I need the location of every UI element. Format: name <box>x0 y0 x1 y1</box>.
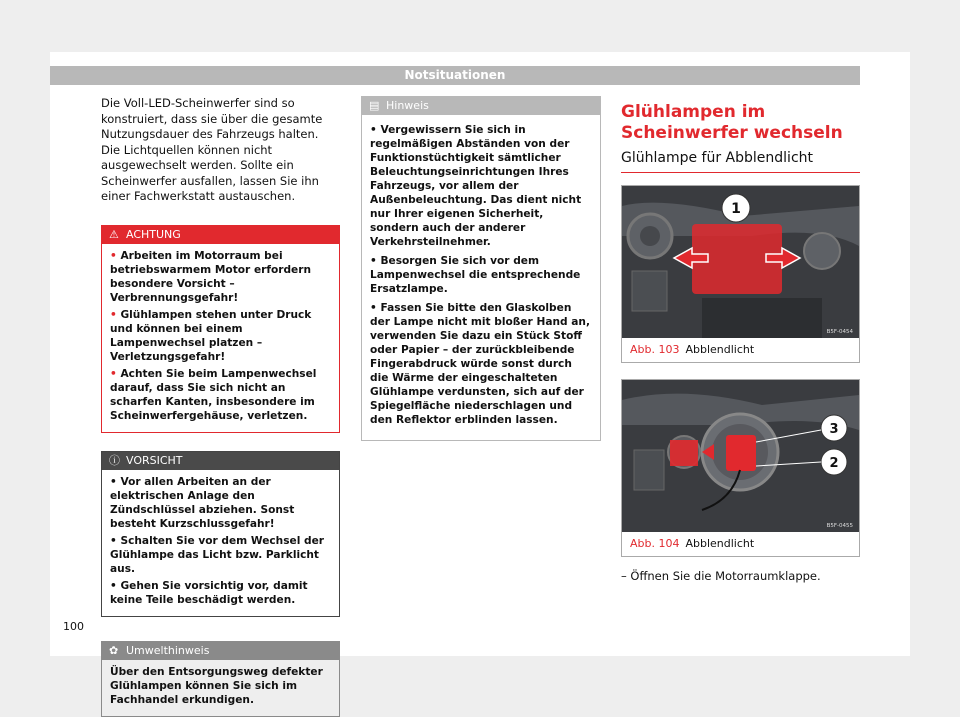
figure-caption <box>622 532 859 556</box>
figure-code: B5F-0454 <box>826 329 853 335</box>
section-header: Notsituationen <box>50 66 860 85</box>
figure-104 <box>621 379 860 557</box>
intro-paragraph: Die Voll-LED-Scheinwerfer sind so konstruiert, dass sie über die gesamte Nutzungsdauer des Fahrzeugs halten. Die Lichtquellen können nicht ausgewechselt werden. Sollte ein Scheinwerfer ausfallen, lassen Sie ihn einer Fachwerkstatt austauschen. <box>101 96 323 203</box>
figure-code: B5F-0455 <box>826 523 853 529</box>
figure-caption-text: Abblendlicht <box>685 537 755 550</box>
hinweis-item: • Vergewissern Sie sich in regelmäßigen Abständen von der Funktionstüchtigkeit sämtlicher Beleuchtungseinrichtungen Ihres Fahrzeugs, vor allem der Außenbeleuchtung. Das dient nicht nur Ihrer eigenen Sicherheit, sondern auch der anderer Verkehrsteilnehmer. <box>370 124 582 248</box>
vorsicht-item: • Gehen Sie vorsichtig vor, damit keine Teile beschädigt werden. <box>110 579 308 606</box>
figure-caption-text: Abblendlicht <box>685 343 755 356</box>
figure-number: Abb. 104 <box>630 537 680 550</box>
column-left <box>101 96 340 717</box>
column-middle <box>361 96 601 441</box>
hinweis-box <box>361 96 601 441</box>
achtung-item: • Arbeiten im Motorraum bei betriebswarmem Motor erfordern besondere Vorsicht – Verbrennungsgefahr! <box>110 249 312 304</box>
vorsicht-item: • Schalten Sie vor dem Wechsel der Glühlampe das Licht bzw. Parklicht aus. <box>110 534 325 575</box>
achtung-item: • Glühlampen stehen unter Druck und können bei einem Lampenwechsel platzen – Verletzungsgefahr! <box>110 308 312 363</box>
note-icon: ▤ <box>369 99 380 112</box>
hinweis-title: Hinweis <box>386 99 429 112</box>
achtung-item: • Achten Sie beim Lampenwechsel darauf, dass Sie sich nicht an scharfen Kanten, insbesondere im Scheinwerfergehäuse, verletzen. <box>110 367 317 422</box>
vorsicht-title: VORSICHT <box>126 453 183 467</box>
umwelt-text: Über den Entsorgungsweg defekter Glühlampen können Sie sich im Fachhandel erkundigen. <box>110 665 323 706</box>
environment-icon: ✿ <box>109 643 119 657</box>
hinweis-item: • Besorgen Sie sich vor dem Lampenwechsel die entsprechende Ersatzlampe. <box>370 255 581 295</box>
column-right <box>621 96 860 583</box>
headlight-bulb-image <box>622 380 859 532</box>
bulb-socket-illustration <box>622 380 859 532</box>
headlight-cover-illustration <box>622 186 859 338</box>
figure-caption <box>622 338 859 362</box>
marker-3-label: 3 <box>829 422 839 437</box>
step-instruction: – Öffnen Sie die Motorraumklappe. <box>621 569 821 583</box>
headlight-image <box>622 186 859 338</box>
umwelt-title: Umwelthinweis <box>126 643 210 657</box>
achtung-title: ACHTUNG <box>126 227 181 241</box>
section-heading: Glühlampen im Scheinwerfer wechseln <box>621 102 843 143</box>
subsection-heading: Glühlampe für Abblendlicht <box>621 150 860 173</box>
hinweis-item: • Fassen Sie bitte den Glaskolben der Lampe nicht mit bloßer Hand an, verwenden Sie dazu ein Stück Stoff oder Papier – der zurückbleibende Fingerabdruck würde sonst durch die Wärme der eingeschalteten Glühlampe verdunsten, sich auf der Spiegelfläche niederschlagen und den Reflektor erblinden lassen. <box>370 302 590 426</box>
page-number: 100 <box>63 620 84 633</box>
vorsicht-item: • Vor allen Arbeiten an der elektrischen Anlage den Zündschlüssel abziehen. Sonst besteht Kurzschlussgefahr! <box>110 475 295 530</box>
caution-circle-icon: ⓘ <box>109 453 120 467</box>
umwelt-box <box>101 641 340 717</box>
marker-2-label: 2 <box>829 456 839 471</box>
warning-triangle-icon: ⚠ <box>109 227 119 241</box>
achtung-box <box>101 225 340 433</box>
marker-1-label: 1 <box>731 201 741 217</box>
figure-103 <box>621 185 860 363</box>
vorsicht-box <box>101 451 340 617</box>
figure-number: Abb. 103 <box>630 343 680 356</box>
